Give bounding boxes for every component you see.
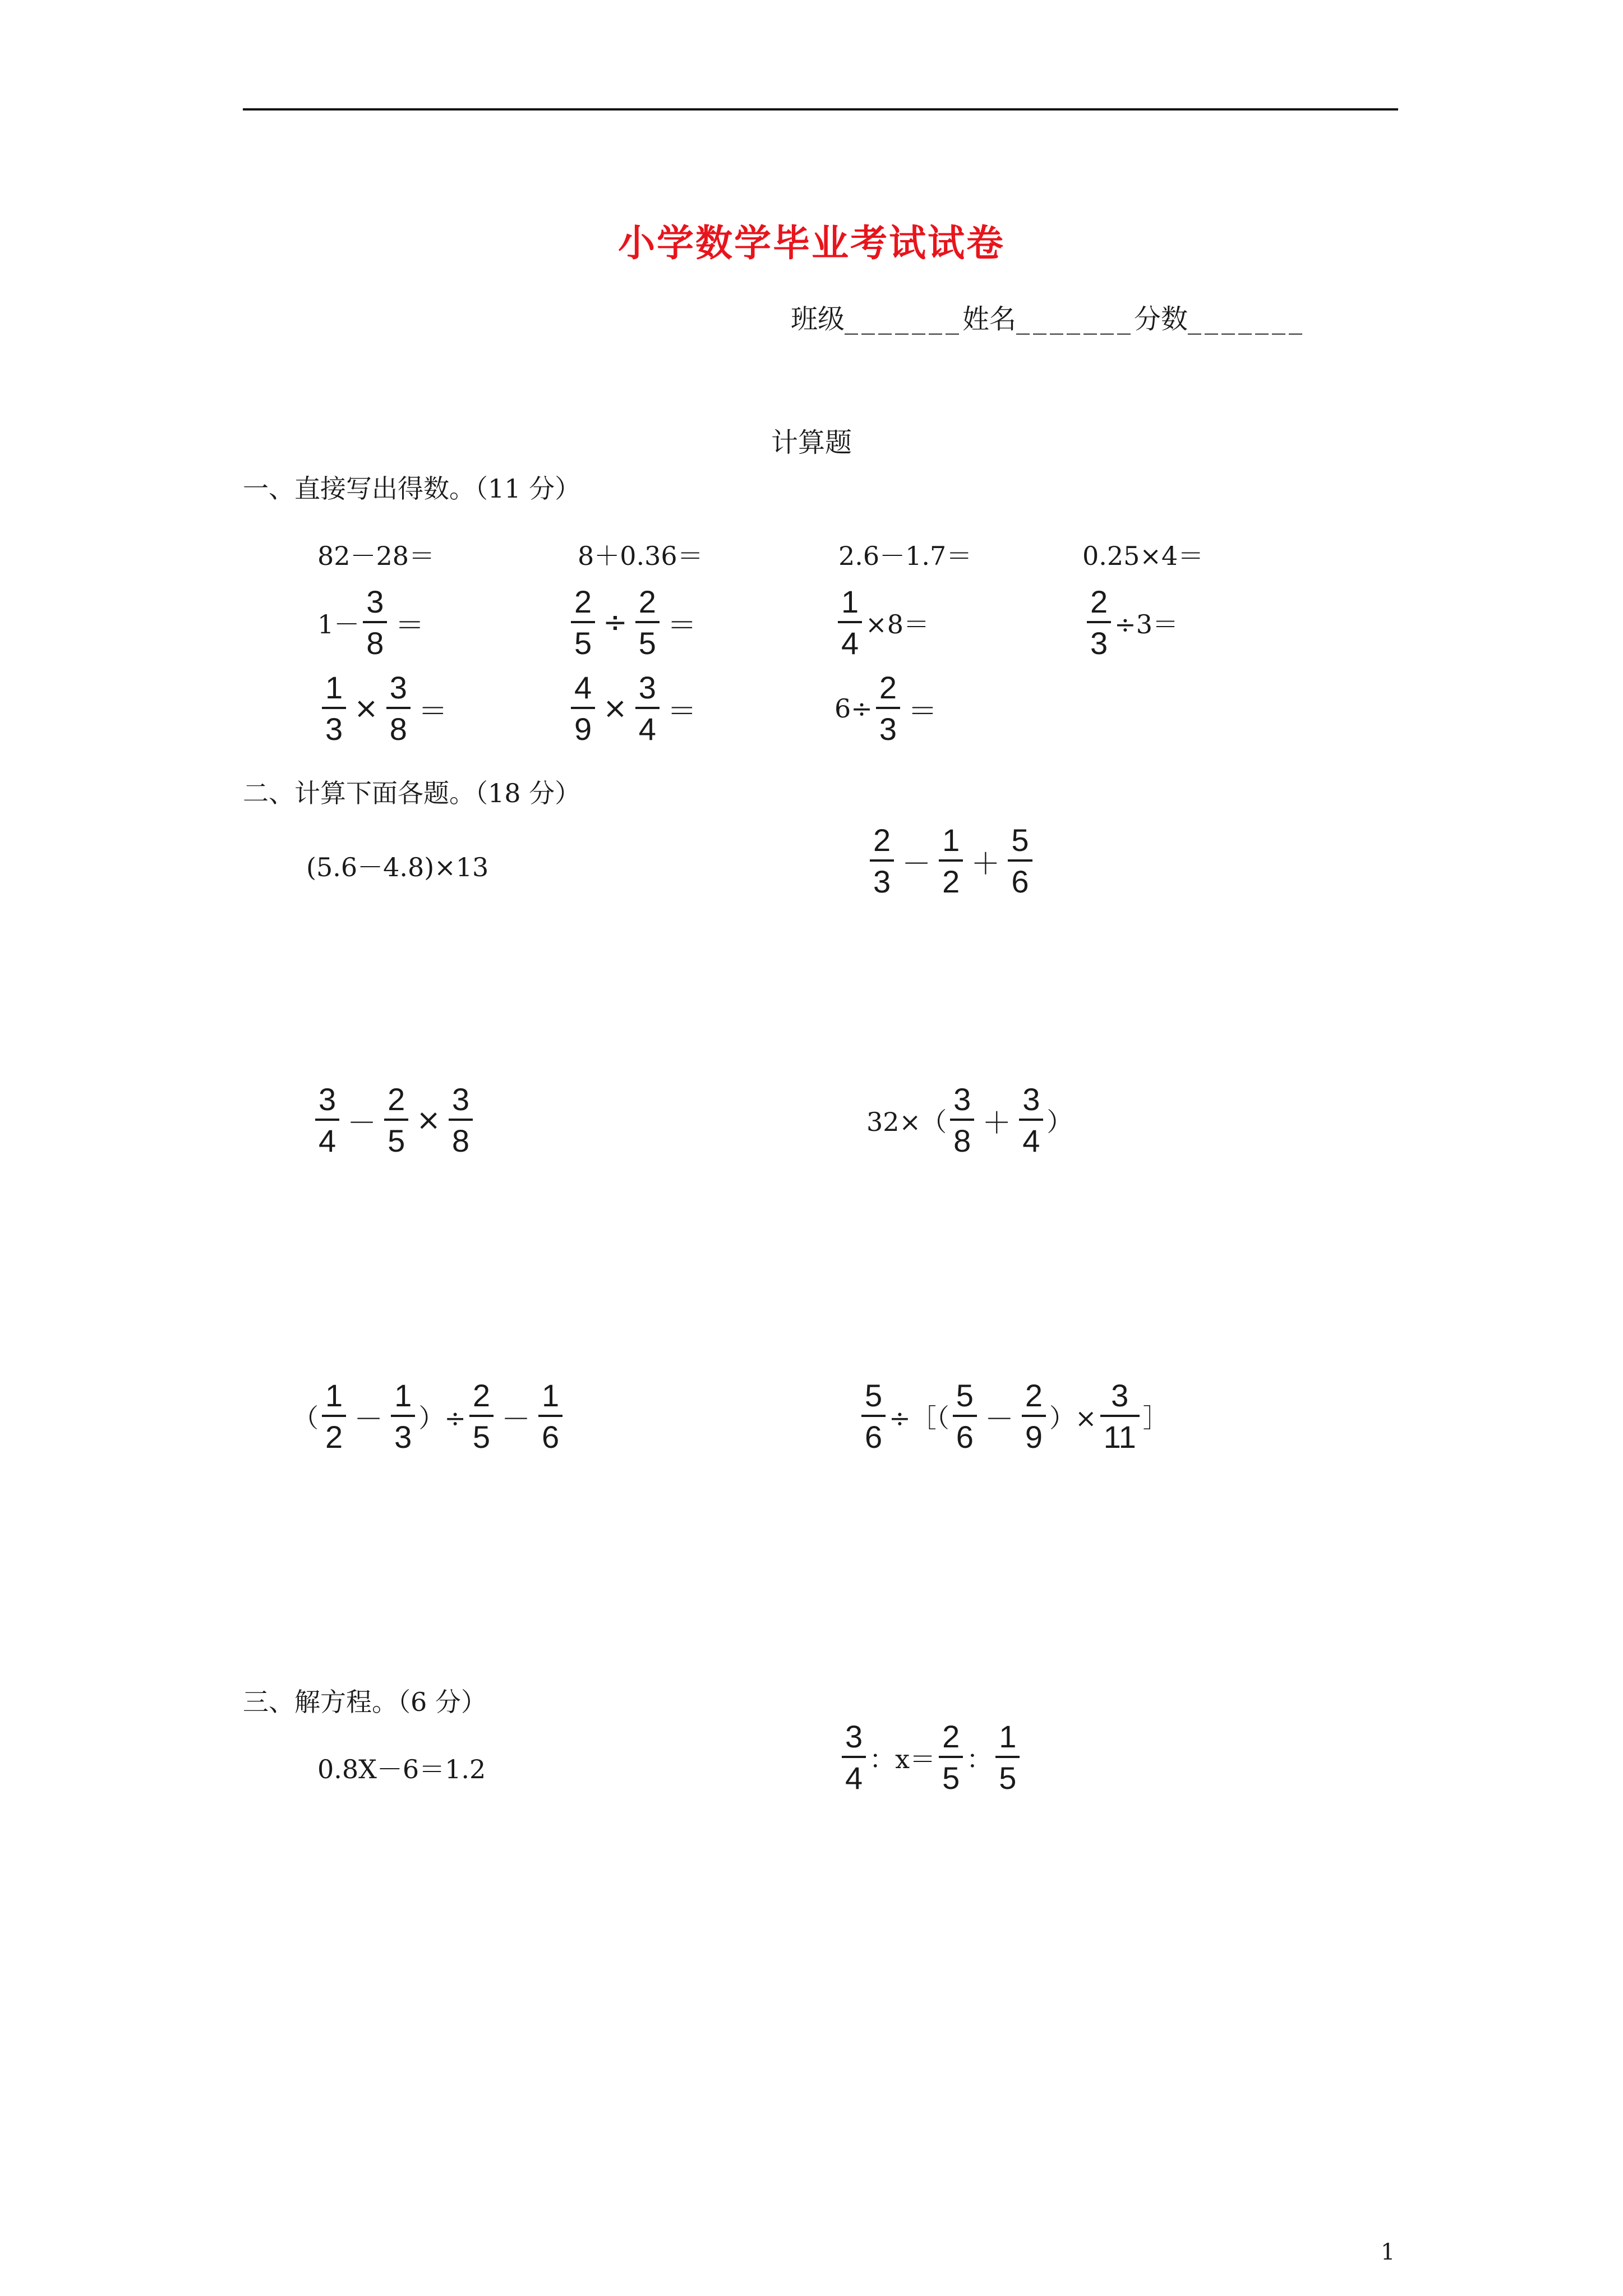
calc-item-1: (5.6－4.8)×13: [306, 852, 489, 882]
score-blank: _______: [1188, 303, 1306, 335]
oral-frac-1: 1－ $\frac{3}{8}$ ＝: [317, 584, 425, 661]
class-label: 班级: [791, 303, 845, 335]
oral-frac-7: 6÷ $\frac{2}{3}$ ＝: [834, 670, 937, 747]
class-blank: _______: [845, 303, 963, 335]
calc-item-3: $\frac{3}{4}$ － $\frac{2}{5}$ × $\frac{3}{8}$: [312, 1084, 476, 1157]
calc-item-2: $\frac{2}{3}$ － $\frac{1}{2}$ ＋ $\frac{5}{6}$: [866, 825, 1036, 898]
page-number: 1: [1381, 2239, 1395, 2265]
oral-frac-4: $\frac{2}{3}$ ÷3＝: [1083, 586, 1178, 659]
part3-heading: 三、解方程。（6 分）: [243, 1687, 487, 1717]
oral-item-1: 82－28＝: [317, 541, 435, 571]
name-blank: _______: [1016, 303, 1135, 335]
calc-item-5: （ $\frac{1}{2}$ － $\frac{1}{3}$ ）÷ $\frac{2}{5}$ － $\frac{1}{6}$: [293, 1380, 566, 1453]
equation-1: 0.8X－6＝1.2: [317, 1754, 486, 1784]
oral-frac-6: $\frac{4}{9}$ × $\frac{3}{4}$ ＝: [568, 672, 701, 745]
equation-2: $\frac{3}{4}$ ：x＝ $\frac{2}{5}$ ： $\frac{1}{5}$: [838, 1721, 1023, 1794]
oral-item-2: 8＋0.36＝: [578, 541, 703, 571]
calc-item-6: $\frac{5}{6}$ ÷［（ $\frac{5}{6}$ － $\frac{2}{9}$ ）× $\frac{3}{11}$ ］: [858, 1380, 1169, 1453]
oral-frac-3: $\frac{1}{4}$ ×8＝: [834, 586, 929, 659]
calc-item-4: 32×（ $\frac{3}{8}$ ＋ $\frac{3}{4}$ ）: [866, 1082, 1073, 1158]
part2-heading: 二、计算下面各题。（18 分）: [243, 778, 581, 808]
oral-item-4: 0.25×4＝: [1082, 541, 1204, 571]
score-label: 分数: [1134, 303, 1188, 335]
part1-heading: 一、直接写出得数。（11 分）: [243, 473, 581, 504]
student-info-line: [791, 297, 1306, 336]
oral-frac-5: $\frac{1}{3}$ × $\frac{3}{8}$ ＝: [319, 672, 452, 745]
oral-item-3: 2.6－1.7＝: [838, 541, 972, 571]
name-label: 姓名: [962, 303, 1017, 335]
page-title: 小学数学毕业考试试卷: [618, 221, 1005, 265]
oral-frac-2: $\frac{2}{5}$ ÷ $\frac{2}{5}$ ＝: [568, 586, 701, 659]
header-rule: [243, 108, 1398, 111]
section-heading: 计算题: [771, 427, 852, 458]
